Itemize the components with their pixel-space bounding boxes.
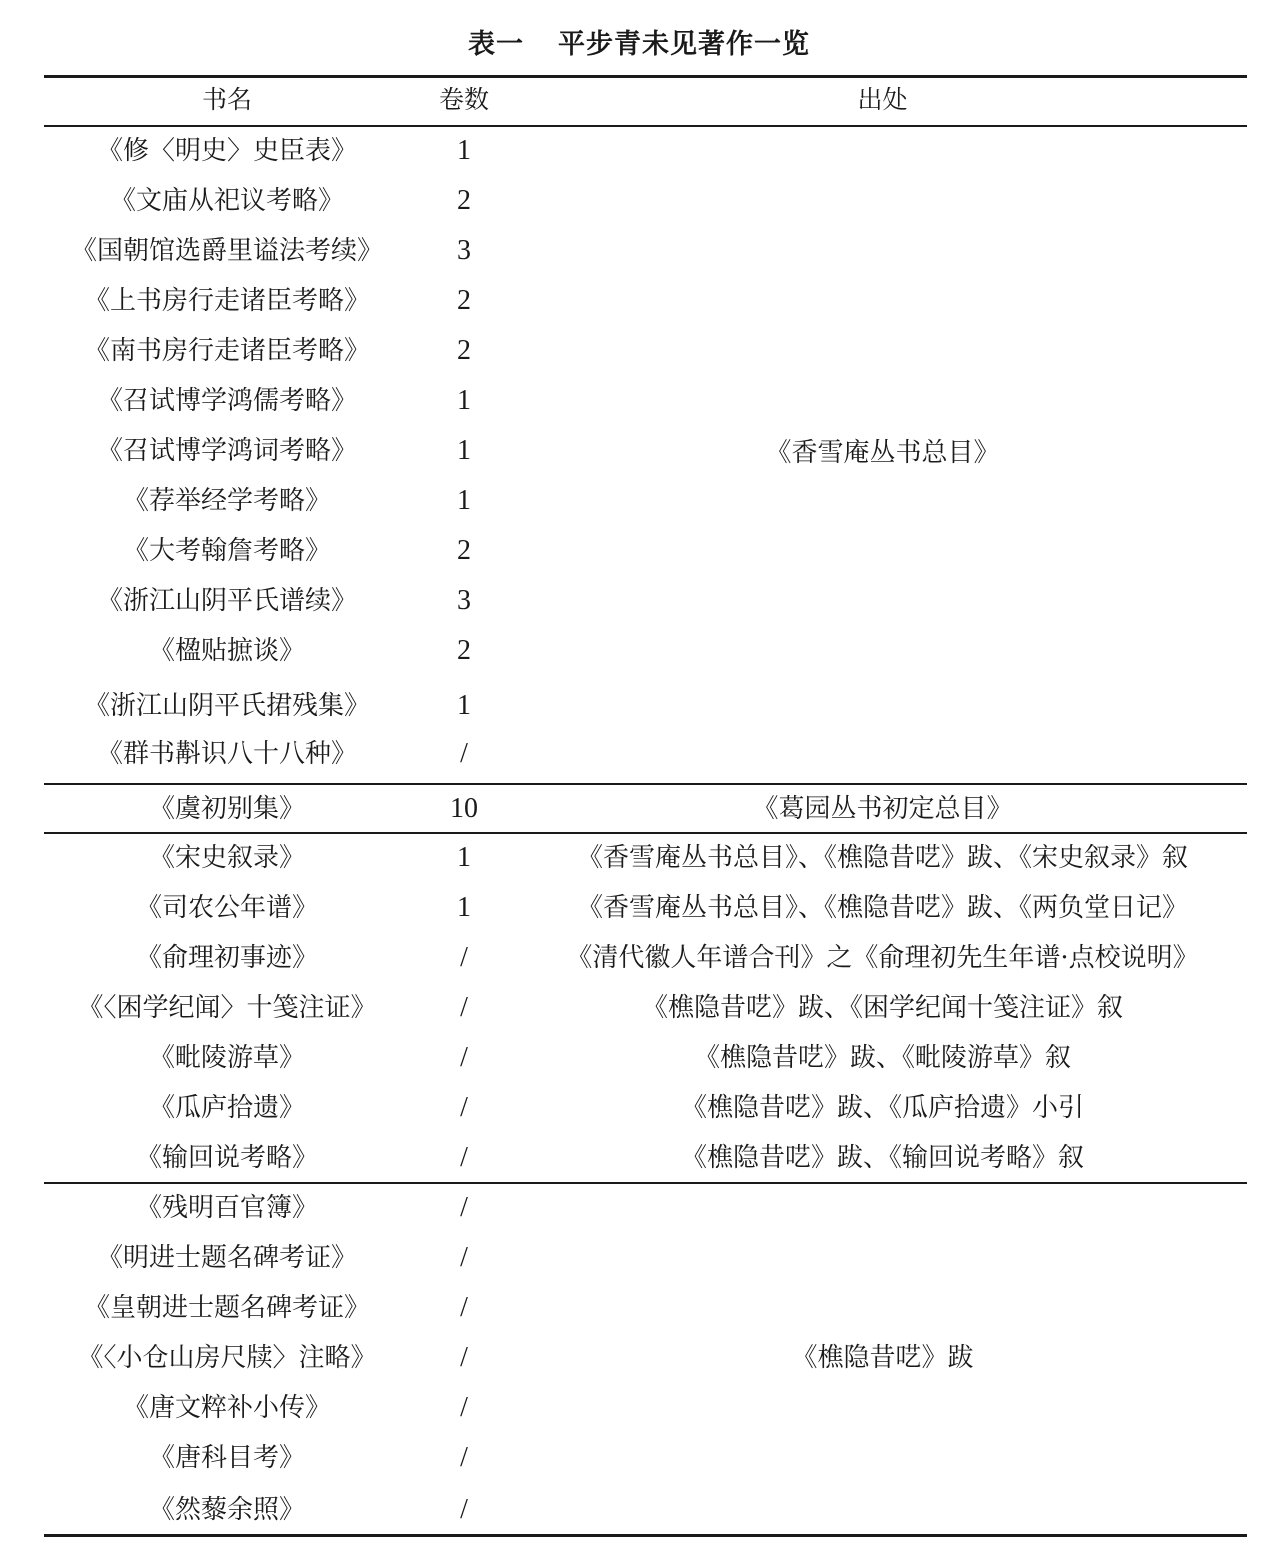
- volume-count: 2: [457, 335, 471, 366]
- book-title: 《上书房行走诸臣考略》: [83, 286, 370, 316]
- volume-count: 1: [457, 485, 471, 516]
- table-row: [44, 983, 1247, 1033]
- table-row: [44, 1083, 1247, 1133]
- source-cell: 《樵隐昔呓》跋、《瓜庐拾遗》小引: [680, 1093, 1084, 1123]
- volume-count: 2: [457, 285, 471, 316]
- volume-count: 2: [457, 185, 471, 216]
- group-4-source: 《樵隐昔呓》跋: [791, 1343, 974, 1373]
- book-title: 《瓜庐拾遗》: [148, 1093, 305, 1123]
- book-title: 《南书房行走诸臣考略》: [83, 336, 370, 366]
- source-cell: 《樵隐昔呓》跋、《输回说考略》叙: [680, 1143, 1084, 1173]
- source-cell: 《香雪庵丛书总目》、《樵隐昔呓》跋、《宋史叙录》叙: [576, 843, 1188, 873]
- volume-count: /: [460, 1442, 468, 1473]
- volume-count: /: [460, 1092, 468, 1123]
- book-title: 《虞初别集》: [148, 794, 305, 824]
- volume-count: /: [460, 992, 468, 1023]
- volume-count: /: [460, 738, 468, 769]
- table-row: [44, 126, 1247, 176]
- book-title: 《皇朝进士题名碑考证》: [83, 1293, 370, 1323]
- source-cell: 《香雪庵丛书总目》、《樵隐昔呓》跋、《两负堂日记》: [576, 893, 1188, 923]
- table-row: [44, 784, 1247, 834]
- book-title: 《荐举经学考略》: [122, 486, 331, 516]
- table-row: [44, 1233, 1247, 1283]
- source-cell: 《樵隐昔呓》跋、《毗陵游草》叙: [693, 1043, 1071, 1073]
- volume-count: 3: [457, 235, 471, 266]
- book-title: 《群书斠识八十八种》: [96, 739, 357, 769]
- table-row: [44, 1183, 1247, 1233]
- source-cell: 《樵隐昔呓》跋、《困学纪闻十笺注证》叙: [641, 993, 1123, 1023]
- header-source: 出处: [857, 85, 908, 114]
- volume-count: 2: [457, 635, 471, 666]
- source-cell: 《葛园丛书初定总目》: [752, 794, 1013, 824]
- table-row: [44, 933, 1247, 983]
- volume-count: /: [460, 1494, 468, 1525]
- volume-count: 1: [457, 135, 471, 166]
- table-row: [44, 376, 1247, 426]
- book-title: 《宋史叙录》: [148, 843, 305, 873]
- book-title: 《召试博学鸿儒考略》: [96, 386, 357, 416]
- table-row: [44, 226, 1247, 276]
- book-title: 《文庙从祀议考略》: [109, 186, 344, 216]
- table-caption: 平步青未见著作一览: [558, 29, 810, 60]
- book-title: 《残明百官簿》: [135, 1193, 318, 1223]
- header-volumes: 卷数: [438, 85, 489, 114]
- volume-count: /: [460, 1192, 468, 1223]
- book-title: 《大考翰詹考略》: [122, 536, 331, 566]
- table-row: [44, 276, 1247, 326]
- volume-count: 2: [457, 535, 471, 566]
- volume-count: 1: [457, 690, 471, 721]
- table-title: [0, 22, 1278, 61]
- book-title: 《毗陵游草》: [148, 1043, 305, 1073]
- table-row: [44, 1033, 1247, 1083]
- book-title: 《〈困学纪闻〉十笺注证》: [77, 993, 377, 1023]
- volume-count: 10: [450, 793, 478, 824]
- volume-count: 1: [457, 892, 471, 923]
- table-row: [44, 326, 1247, 376]
- group-1-source: 《香雪庵丛书总目》: [765, 438, 1000, 468]
- book-title: 《然藜余照》: [148, 1495, 305, 1525]
- book-title: 《召试博学鸿词考略》: [96, 436, 357, 466]
- book-title: 《〈小仓山房尺牍〉注略》: [77, 1343, 377, 1373]
- source-cell: 《清代徽人年谱合刊》之《俞理初先生年谱·点校说明》: [566, 943, 1199, 973]
- table-row: [44, 1433, 1247, 1483]
- book-title: 《司农公年谱》: [135, 893, 318, 923]
- volume-count: /: [460, 1142, 468, 1173]
- table-row: [44, 1485, 1247, 1535]
- book-title: 《国朝馆选爵里谥法考续》: [70, 236, 383, 266]
- volume-count: 1: [457, 435, 471, 466]
- table-label: 表一: [468, 29, 524, 60]
- table-row: [44, 576, 1247, 626]
- book-title: 《浙江山阴平氏捃残集》: [83, 691, 370, 721]
- table-row: [44, 526, 1247, 576]
- volume-count: /: [460, 1392, 468, 1423]
- table-row: [44, 833, 1247, 883]
- bottom-rule: [44, 1534, 1247, 1537]
- book-title: 《输回说考略》: [135, 1143, 318, 1173]
- book-title: 《俞理初事迹》: [135, 943, 318, 973]
- table-row: [44, 1383, 1247, 1433]
- volume-count: 1: [457, 385, 471, 416]
- volume-count: 3: [457, 585, 471, 616]
- book-title: 《修〈明史〉史臣表》: [96, 136, 357, 166]
- book-title: 《唐科目考》: [148, 1443, 305, 1473]
- volume-count: 1: [457, 842, 471, 873]
- table-row: [44, 1283, 1247, 1333]
- table-row: [44, 681, 1247, 731]
- volume-count: /: [460, 1242, 468, 1273]
- volume-count: /: [460, 1042, 468, 1073]
- volume-count: /: [460, 942, 468, 973]
- book-title: 《浙江山阴平氏谱续》: [96, 586, 357, 616]
- header-name: 书名: [201, 85, 252, 114]
- table-row: [44, 729, 1247, 779]
- book-title: 《唐文粹补小传》: [122, 1393, 331, 1423]
- table-row: [44, 626, 1247, 676]
- table-row: [44, 176, 1247, 226]
- volume-count: /: [460, 1292, 468, 1323]
- table-row: [44, 883, 1247, 933]
- volume-count: /: [460, 1342, 468, 1373]
- book-title: 《明进士题名碑考证》: [96, 1243, 357, 1273]
- table-row: [44, 476, 1247, 526]
- table-header: [44, 75, 1247, 125]
- book-title: 《楹贴摭谈》: [148, 636, 305, 666]
- table-row: [44, 1133, 1247, 1183]
